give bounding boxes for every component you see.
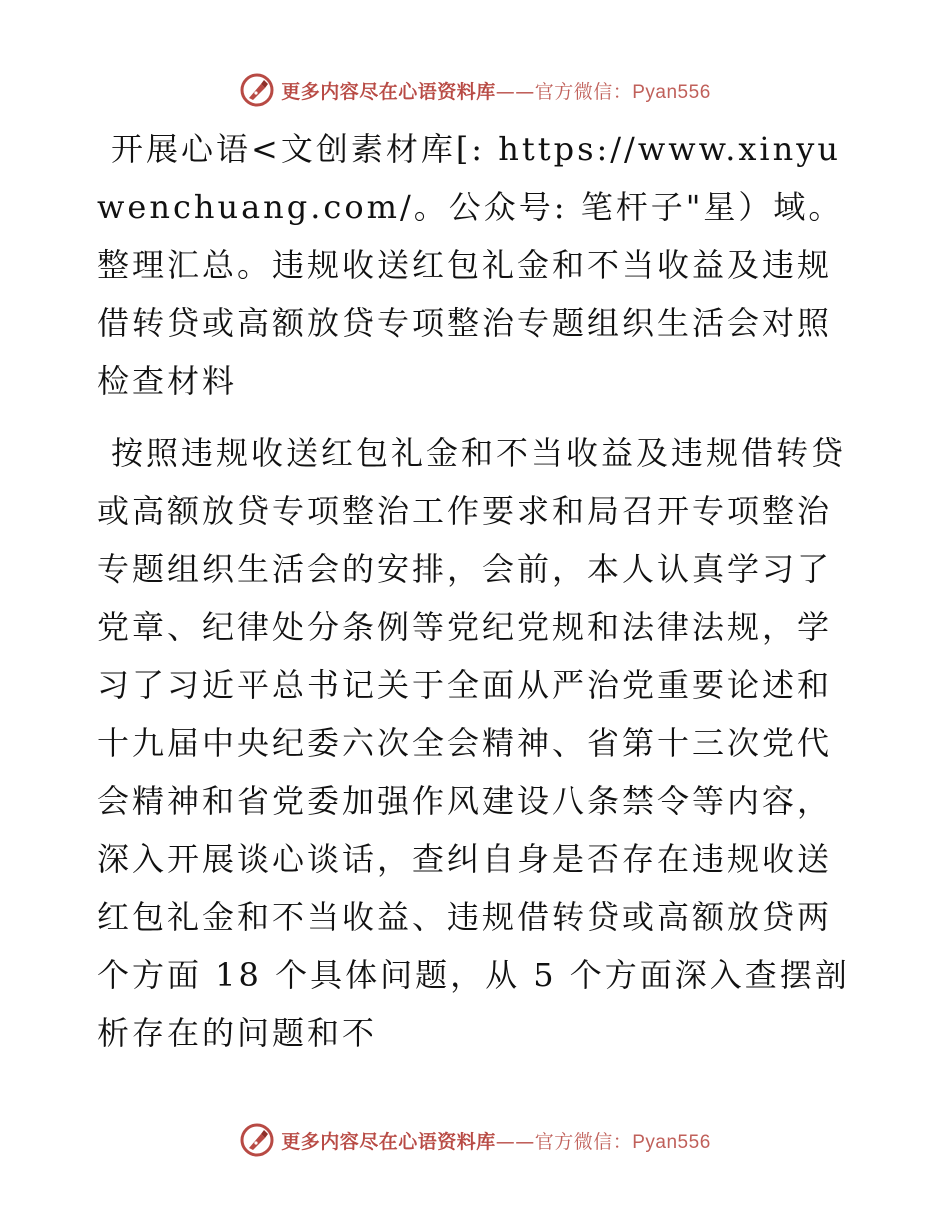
pen-nib-logo-icon bbox=[239, 72, 275, 108]
header-banner bbox=[0, 70, 950, 110]
title-paragraph-text: 开展心语<文创素材库[: https://www.xinyuwenchuang.com/。公众号: 笔杆子"星）域。整理汇总。违规收送红包礼金和不当收益及违规借转贷或高额放贷专项整治专题组织生活会对照检查材料 bbox=[97, 130, 844, 400]
banner-brand: 更多内容尽在心语资料库 bbox=[281, 80, 496, 103]
banner-wechat-handle: Pyan556 bbox=[632, 1131, 711, 1153]
pen-nib-logo-icon bbox=[239, 1122, 275, 1158]
banner-separator: —— bbox=[495, 80, 535, 103]
banner-wechat-handle: Pyan556 bbox=[632, 81, 711, 103]
banner-official-label: 官方微信： bbox=[534, 80, 633, 103]
banner-official-label: 官方微信： bbox=[534, 1130, 633, 1153]
banner-brand: 更多内容尽在心语资料库 bbox=[281, 1130, 496, 1153]
footer-banner bbox=[0, 1120, 950, 1160]
banner-text bbox=[281, 77, 711, 104]
title-paragraph bbox=[97, 120, 857, 410]
body-paragraph-text: 按照违规收送红包礼金和不当收益及违规借转贷或高额放贷专项整治工作要求和局召开专项整治专题组织生活会的安排，会前，本人认真学习了党章、纪律处分条例等党纪党规和法律法规，学习了习近平总书记关于全面从严治党重要论述和十九届中央纪委六次全会精神、省第十三次党代会精神和省党委加强作风建设八条禁令等内容，深入开展谈心谈话，查纠自身是否存在违规收送红包礼金和不当收益、违规借转贷或高额放贷两个方面 18 个具体问题，从 5 个方面深入查摆剖析存在的问题和不 bbox=[97, 434, 850, 1052]
banner-text bbox=[281, 1127, 711, 1154]
banner-separator: —— bbox=[495, 1130, 535, 1153]
document-body bbox=[97, 120, 857, 1062]
body-paragraph bbox=[97, 424, 857, 1062]
